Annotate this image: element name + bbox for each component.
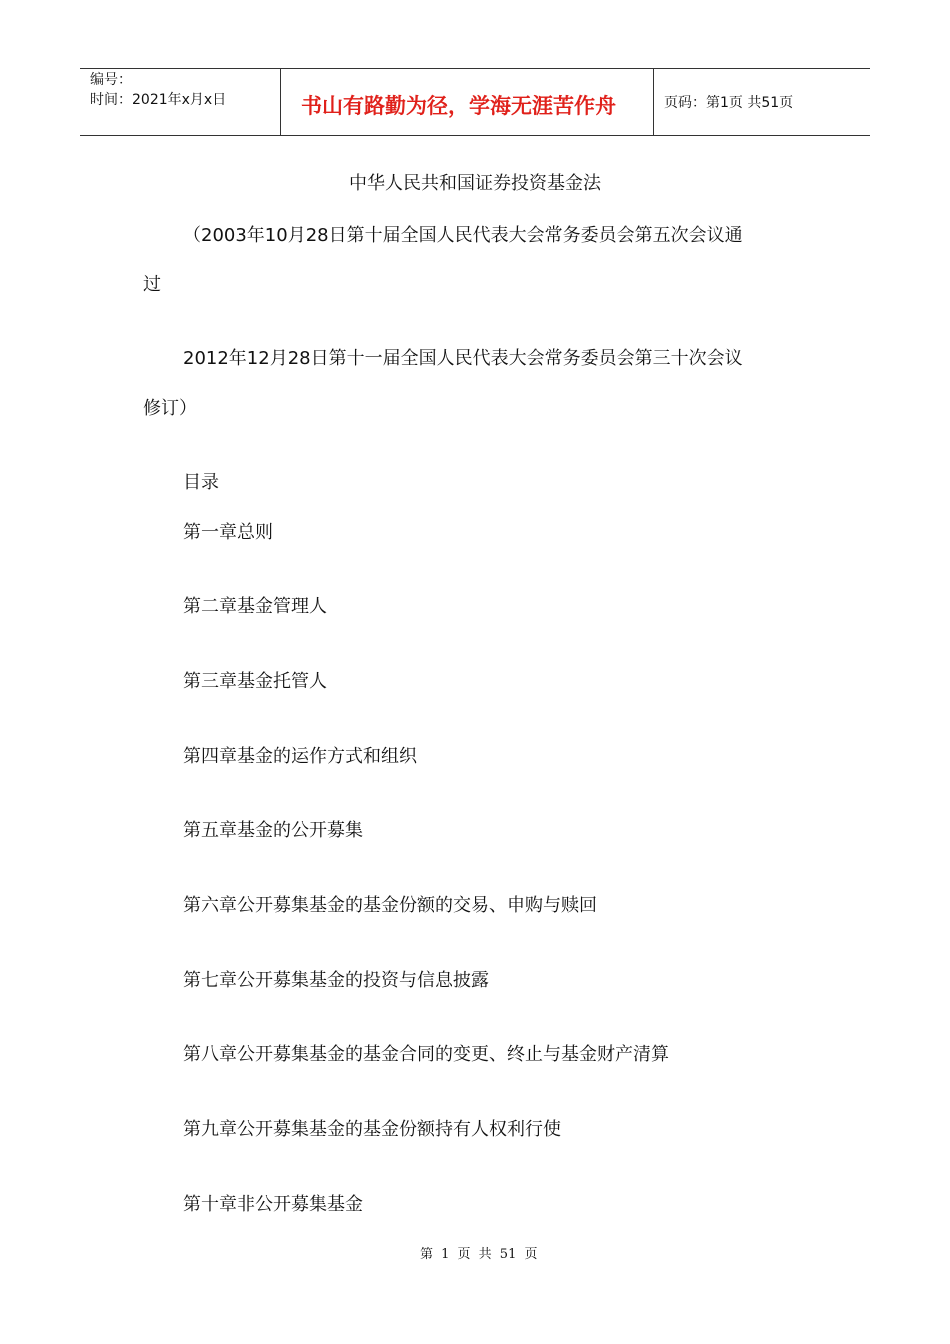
adoption-note-line-2: 过 — [143, 274, 161, 295]
toc-item-5: 第五章基金的公开募集 — [183, 820, 363, 841]
page-header — [80, 68, 870, 136]
document-title: 中华人民共和国证券投资基金法 — [349, 173, 601, 194]
toc-item-4: 第四章基金的运作方式和组织 — [183, 746, 417, 767]
toc-item-3: 第三章基金托管人 — [183, 671, 327, 692]
header-middle-cell — [281, 69, 654, 135]
revision-note-line-1: 2012年12月28日第十一届全国人民代表大会常务委员会第三十次会议 — [183, 348, 743, 369]
toc-item-8: 第八章公开募集基金的基金合同的变更、终止与基金财产清算 — [183, 1044, 669, 1065]
page-footer: 第 1 页 共 51 页 — [420, 1247, 538, 1262]
adoption-note-line-1: （2003年10月28日第十届全国人民代表大会常务委员会第五次会议通 — [183, 225, 743, 246]
toc-item-10: 第十章非公开募集基金 — [183, 1194, 363, 1215]
toc-item-2: 第二章基金管理人 — [183, 596, 327, 617]
header-right-cell — [654, 69, 870, 135]
toc-item-9: 第九章公开募集基金的基金份额持有人权利行使 — [183, 1119, 561, 1140]
header-page-info: 页码：第1页 共51页 — [664, 95, 794, 111]
toc-item-7: 第七章公开募集基金的投资与信息披露 — [183, 970, 489, 991]
date-label: 时间：2021年x月x日 — [90, 92, 227, 108]
header-motto: 书山有路勤为径，学海无涯苦作舟 — [301, 93, 616, 118]
header-left-cell — [80, 69, 281, 135]
toc-item-1: 第一章总则 — [183, 522, 273, 543]
toc-heading: 目录 — [183, 472, 219, 493]
toc-item-6: 第六章公开募集基金的基金份额的交易、申购与赎回 — [183, 895, 597, 916]
revision-note-line-2: 修订） — [143, 398, 197, 419]
serial-number-label: 编号： — [90, 72, 132, 88]
